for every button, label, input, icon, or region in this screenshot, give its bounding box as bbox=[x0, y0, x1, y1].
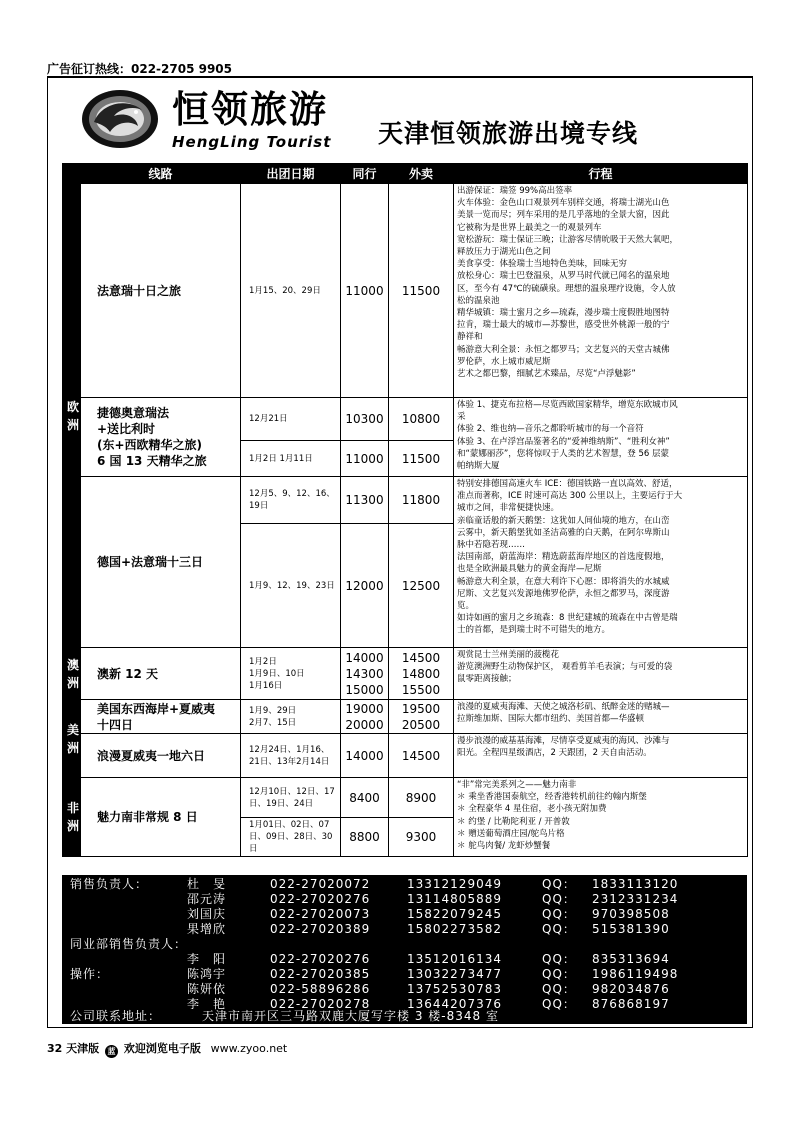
peer-sales-label: 同业部销售负责人： bbox=[70, 937, 188, 951]
qq-label: QQ： bbox=[542, 892, 576, 906]
contact-mobile: 13032273477 bbox=[407, 967, 502, 981]
retail-price: 19500 20500 bbox=[389, 700, 454, 734]
table-row bbox=[63, 477, 748, 524]
departure-dates: 1月9、12、19、23日 bbox=[241, 524, 341, 648]
retail-price: 11500 bbox=[389, 441, 454, 477]
itinerary-text: 观赏昆士兰州美丽的菠榄花 游览澳洲野生动物保护区， 观看剪羊毛表演；与可爱的袋 鼠零距离接触； bbox=[454, 648, 748, 700]
header-retail-price: 外卖 bbox=[389, 164, 454, 184]
peer-price: 12000 bbox=[341, 524, 389, 648]
route-name: 美国东西海岸+夏威夷 十四日 bbox=[81, 700, 241, 734]
contact-mobile: 13512016134 bbox=[407, 952, 502, 966]
footer-text: 欢迎浏览电子版 bbox=[123, 1042, 201, 1055]
region-america: 美洲 bbox=[63, 700, 81, 778]
company-address: 天津市南开区三马路双鹿大厦写字楼 3 楼-8348 室 bbox=[202, 1009, 499, 1023]
retail-price: 10800 bbox=[389, 398, 454, 441]
contact-tel: 022-27020276 bbox=[270, 892, 371, 906]
ops-label: 操作： bbox=[70, 967, 110, 981]
region-africa: 非洲 bbox=[63, 778, 81, 857]
qq-label: QQ： bbox=[542, 982, 576, 996]
contact-name: 李 阳 bbox=[187, 952, 227, 966]
departure-dates: 1月2日 1月11日 bbox=[241, 441, 341, 477]
contact-name: 陈妍依 bbox=[187, 982, 227, 996]
contact-mobile: 15802273582 bbox=[407, 922, 502, 936]
contact-mobile: 13644207376 bbox=[407, 997, 502, 1011]
badge-icon: 蓝 bbox=[105, 1045, 118, 1058]
peer-price: 8800 bbox=[341, 818, 389, 857]
header-itinerary: 行程 bbox=[454, 164, 748, 184]
departure-dates: 1月15、20、29日 bbox=[241, 184, 341, 398]
itinerary-text: 漫步浪漫的威基基海滩，尽情享受夏威夷的海风、沙滩与 阳光。全程四星级酒店，2 天跟团，2 天自由活动。 bbox=[454, 734, 748, 778]
table-row bbox=[63, 184, 748, 398]
departure-dates: 12月21日 bbox=[241, 398, 341, 441]
contact-mobile: 13114805889 bbox=[407, 892, 502, 906]
itinerary-text: 出游保证：瑞签 99%高出签率 火车体验：金色山口观景列车别样交通，将瑞士湖光山色 美景一览而尽；列车采用的是几乎落地的全景大窗，因此 它被称为是世界上最美之一的观景列车 宽松游玩：瑞士保证三晚；让游客尽情吮吸于天然大氧吧， 释放压力于湖光山色之间 美食享受：体验瑞士当地特色美味，回味无穷 放松身心：瑞士巴登温泉，从罗马时代就已闻名的温泉地 区，至今有 47℃的硫磺泉。理想的温泉理疗设施，令人放 松的温泉池 精华城镇：瑞士蜜月之乡—琉森，漫步瑞士度假胜地图特 拉肯，瑞士最大的城市—苏黎世，感受世外桃源一般的宁 静祥和 畅游意大利全景：永恒之都罗马；文艺复兴的天堂古城佛 罗伦萨，水上城市威尼斯 艺术之都巴黎，细腻艺术臻品，尽览“卢浮魅影” bbox=[454, 184, 748, 398]
contact-name: 陈鸿宇 bbox=[187, 967, 227, 981]
header-date: 出团日期 bbox=[241, 164, 341, 184]
qq-label: QQ： bbox=[542, 907, 576, 921]
tour-table bbox=[62, 163, 748, 857]
contact-qq: 876868197 bbox=[592, 997, 670, 1011]
header-route: 线路 bbox=[81, 164, 241, 184]
table-row bbox=[63, 648, 748, 700]
departure-dates: 12月24日、1月16、21日、13年2月14日 bbox=[241, 734, 341, 778]
retail-price: 11500 bbox=[389, 184, 454, 398]
contact-tel: 022-27020072 bbox=[270, 877, 371, 891]
table-header-row bbox=[63, 164, 748, 184]
peer-price: 19000 20000 bbox=[341, 700, 389, 734]
contact-qq: 970398508 bbox=[592, 907, 670, 921]
contact-tel: 022-58896286 bbox=[270, 982, 371, 996]
brand-name-en: HengLing Tourist bbox=[172, 133, 332, 151]
peer-price: 11000 bbox=[341, 184, 389, 398]
contact-tel: 022-27020278 bbox=[270, 997, 371, 1011]
retail-price: 14500 14800 15500 bbox=[389, 648, 454, 700]
address-label: 公司联系地址： bbox=[70, 1009, 162, 1023]
brand-name-cn: 恒领旅游 bbox=[172, 88, 328, 131]
contact-mobile: 13312129049 bbox=[407, 877, 502, 891]
contact-qq: 1986119498 bbox=[592, 967, 679, 981]
route-name: 捷德奥意瑞法 +送比利时 (东+西欧精华之旅) 6 国 13 天精华之旅 bbox=[81, 398, 241, 477]
sales-label: 销售负责人： bbox=[70, 877, 149, 891]
qq-label: QQ： bbox=[542, 877, 576, 891]
region-oceania: 澳洲 bbox=[63, 648, 81, 700]
peer-price: 11300 bbox=[341, 477, 389, 524]
table-row bbox=[63, 778, 748, 818]
page-number: 32 天津版 bbox=[47, 1042, 100, 1055]
region-europe: 欧洲 bbox=[63, 184, 81, 648]
peer-price: 10300 bbox=[341, 398, 389, 441]
peer-price: 11000 bbox=[341, 441, 389, 477]
dragon-emblem-icon bbox=[80, 88, 160, 150]
retail-price: 8900 bbox=[389, 778, 454, 818]
departure-dates: 1月9、29日 2月7、15日 bbox=[241, 700, 341, 734]
contact-name: 刘国庆 bbox=[187, 907, 227, 921]
table-row bbox=[63, 734, 748, 778]
qq-label: QQ： bbox=[542, 997, 576, 1011]
departure-dates: 1月2日 1月9日、10日 1月16日 bbox=[241, 648, 341, 700]
retail-price: 12500 bbox=[389, 524, 454, 648]
contact-mobile: 13752530783 bbox=[407, 982, 502, 996]
route-name: 浪漫夏威夷一地六日 bbox=[81, 734, 241, 778]
contact-block bbox=[62, 875, 747, 1024]
contact-qq: 982034876 bbox=[592, 982, 670, 996]
brand-slogan: 天津恒领旅游出境专线 bbox=[378, 119, 639, 148]
retail-price: 14500 bbox=[389, 734, 454, 778]
contact-qq: 835313694 bbox=[592, 952, 670, 966]
ad-hotline: 广告征订热线：022-2705 9905 bbox=[47, 62, 233, 76]
itinerary-text: “非”常完美系列之——魅力南非 ＊ 乘坐香港国泰航空，经香港转机前往约翰内斯堡 ＊ 全程豪华 4 星住宿，老小孩无附加费 ＊ 约堡 / 比勒陀利亚 / 开普敦 ＊ 赠送葡萄酒庄园/鸵鸟片格 ＊ 鸵鸟肉餐/ 龙虾炒蟹餐 bbox=[454, 778, 748, 857]
contact-name: 杜 旻 bbox=[187, 877, 227, 891]
route-name: 魅力南非常规 8 日 bbox=[81, 778, 241, 857]
peer-price: 14000 bbox=[341, 734, 389, 778]
header-peer-price: 同行 bbox=[341, 164, 389, 184]
itinerary-text: 体验 1、捷克布拉格—尽览西欧国家精华，增览东欧城市风 采 体验 2、维也纳—音乐之都聆听城市的每一个音符 体验 3、在卢浮宫品鉴著名的“爱神维纳斯”、“胜利女神” 和“蒙娜丽莎”，您将惊叹于人类的艺术智慧，登 56 层蒙 帕纳斯大厦 bbox=[454, 398, 748, 477]
route-name: 法意瑞十日之旅 bbox=[81, 184, 241, 398]
peer-price: 8400 bbox=[341, 778, 389, 818]
departure-dates: 12月10日、12日、17日、19日、24日 bbox=[241, 778, 341, 818]
contact-qq: 1833113120 bbox=[592, 877, 679, 891]
contact-name: 邵元涛 bbox=[187, 892, 227, 906]
qq-label: QQ： bbox=[542, 967, 576, 981]
contact-tel: 022-27020276 bbox=[270, 952, 371, 966]
departure-dates: 12月5、9、12、16、19日 bbox=[241, 477, 341, 524]
contact-mobile: 15822079245 bbox=[407, 907, 502, 921]
retail-price: 9300 bbox=[389, 818, 454, 857]
retail-price: 11800 bbox=[389, 477, 454, 524]
contact-name: 李 艳 bbox=[187, 997, 227, 1011]
contact-qq: 2312331234 bbox=[592, 892, 679, 906]
page-footer bbox=[47, 1040, 287, 1058]
route-name: 澳新 12 天 bbox=[81, 648, 241, 700]
header-region bbox=[63, 164, 81, 184]
footer-url[interactable]: www.zyoo.net bbox=[210, 1042, 288, 1055]
departure-dates: 1月01日、02日、07日、09日、28日、30日 bbox=[241, 818, 341, 857]
contact-tel: 022-27020073 bbox=[270, 907, 371, 921]
table-row bbox=[63, 398, 748, 441]
contact-qq: 515381390 bbox=[592, 922, 670, 936]
contact-tel: 022-27020385 bbox=[270, 967, 371, 981]
contact-tel: 022-27020389 bbox=[270, 922, 371, 936]
itinerary-text: 特别安排德国高速火车 ICE：德国铁路一直以高效、舒适， 准点而著称，ICE 时速可高达 300 公里以上，主要运行于大 城市之间，非常便捷快速。 亲临童话般的新天鹅堡：这犹如人间仙境的地方，在山峦 云雾中，新天鹅堡犹如圣洁高雅的白天鹅，在阿尔卑斯山 脉中若隐若现…… 法国南部，蔚蓝海岸：精选蔚蓝海岸地区的首选度假地， 也是全欧洲最具魅力的黄金海岸—尼斯 畅游意大利全景，在意大利许下心愿：即将消失的水城威 尼斯、文艺复兴发源地佛罗伦萨，永恒之都罗马，深度游 览。 如诗如画的蜜月之乡琉森：8 世纪建城的琉森在中古曾是瑞 士的首都，是到瑞士时不可错失的地方。 bbox=[454, 477, 748, 648]
qq-label: QQ： bbox=[542, 922, 576, 936]
qq-label: QQ： bbox=[542, 952, 576, 966]
contact-name: 果增欣 bbox=[187, 922, 227, 936]
route-name: 德国+法意瑞十三日 bbox=[81, 477, 241, 648]
peer-price: 14000 14300 15000 bbox=[341, 648, 389, 700]
table-row bbox=[63, 700, 748, 734]
itinerary-text: 浪漫的夏威夷海滩、天使之城洛杉矶、纸醉金迷的赌城— 拉斯维加斯、国际大都市纽约、美国首都—华盛顿 bbox=[454, 700, 748, 734]
